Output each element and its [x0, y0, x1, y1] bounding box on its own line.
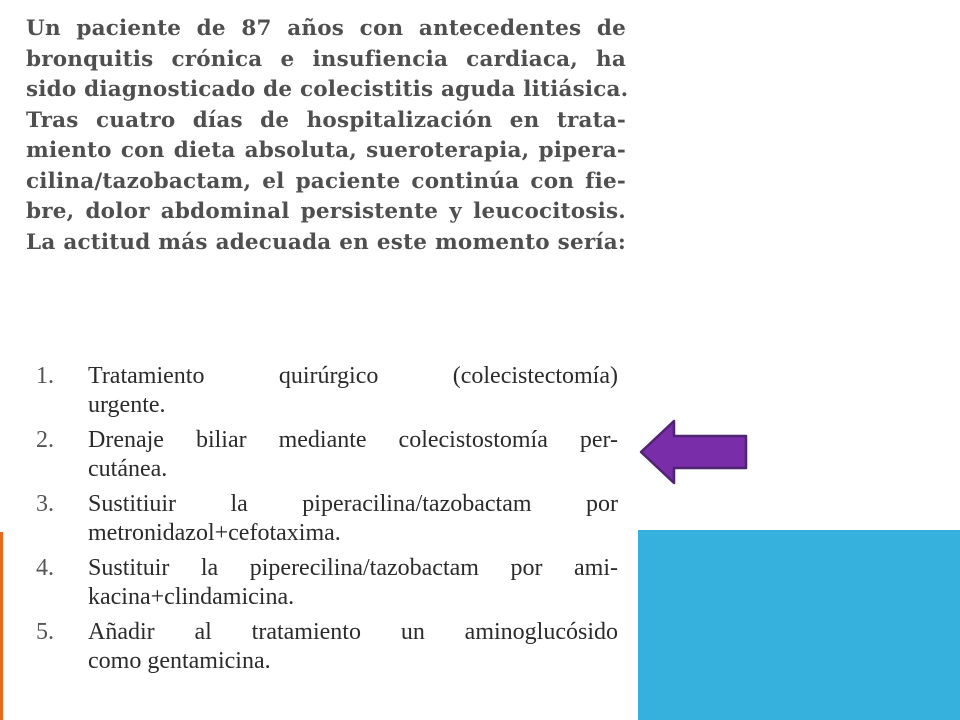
answer-option-4	[36, 554, 618, 612]
question-line: bronquitis crónica e insufiencia cardiaca, ha	[26, 46, 626, 72]
option-text: Sustitiuir la piperacilina/tazobactam por	[88, 491, 618, 517]
answer-option-1	[36, 362, 618, 420]
answer-options-list	[36, 362, 618, 682]
option-text: kacina+clindamicina.	[88, 584, 295, 610]
option-number: 1.	[36, 363, 54, 389]
question-line: Tras cuatro días de hospitalización en trata-	[26, 107, 626, 133]
question-line: miento con dieta absoluta, sueroterapia, pipera-	[26, 138, 626, 163]
question-line: Un paciente de 87 años con antecedentes de	[26, 16, 626, 41]
question-line: sido diagnosticado de colecistitis aguda litiásica.	[26, 77, 629, 102]
question-line: cilina/tazobactam, el paciente continúa con fie-	[26, 168, 626, 194]
option-number: 4.	[36, 555, 54, 581]
blue-accent-block	[638, 530, 960, 720]
option-text: como gentamicina.	[88, 648, 271, 674]
question-line: bre, dolor abdominal persistente y leucocitosis.	[26, 199, 626, 224]
left-arrow-icon	[638, 418, 750, 486]
question-line: La actitud más adecuada en este momento sería:	[26, 229, 626, 255]
question-text	[26, 14, 629, 258]
option-number: 2.	[36, 427, 54, 453]
orange-accent-bar	[0, 532, 3, 720]
option-text: cutánea.	[88, 456, 168, 482]
answer-option-5	[36, 618, 618, 676]
answer-option-2	[36, 426, 618, 484]
option-number: 3.	[36, 491, 54, 517]
option-text: metronidazol+cefotaxima.	[88, 520, 341, 546]
answer-option-3	[36, 490, 618, 548]
option-text: Drenaje biliar mediante colecistostomía per-	[88, 427, 618, 453]
option-text: urgente.	[88, 392, 166, 418]
option-text: Sustituir la piperecilina/tazobactam por ami-	[88, 555, 618, 581]
option-number: 5.	[36, 619, 54, 645]
option-text: Añadir al tratamiento un aminoglucósido	[88, 619, 618, 645]
option-text: Tratamiento quirúrgico (colecistectomía)	[88, 363, 618, 389]
